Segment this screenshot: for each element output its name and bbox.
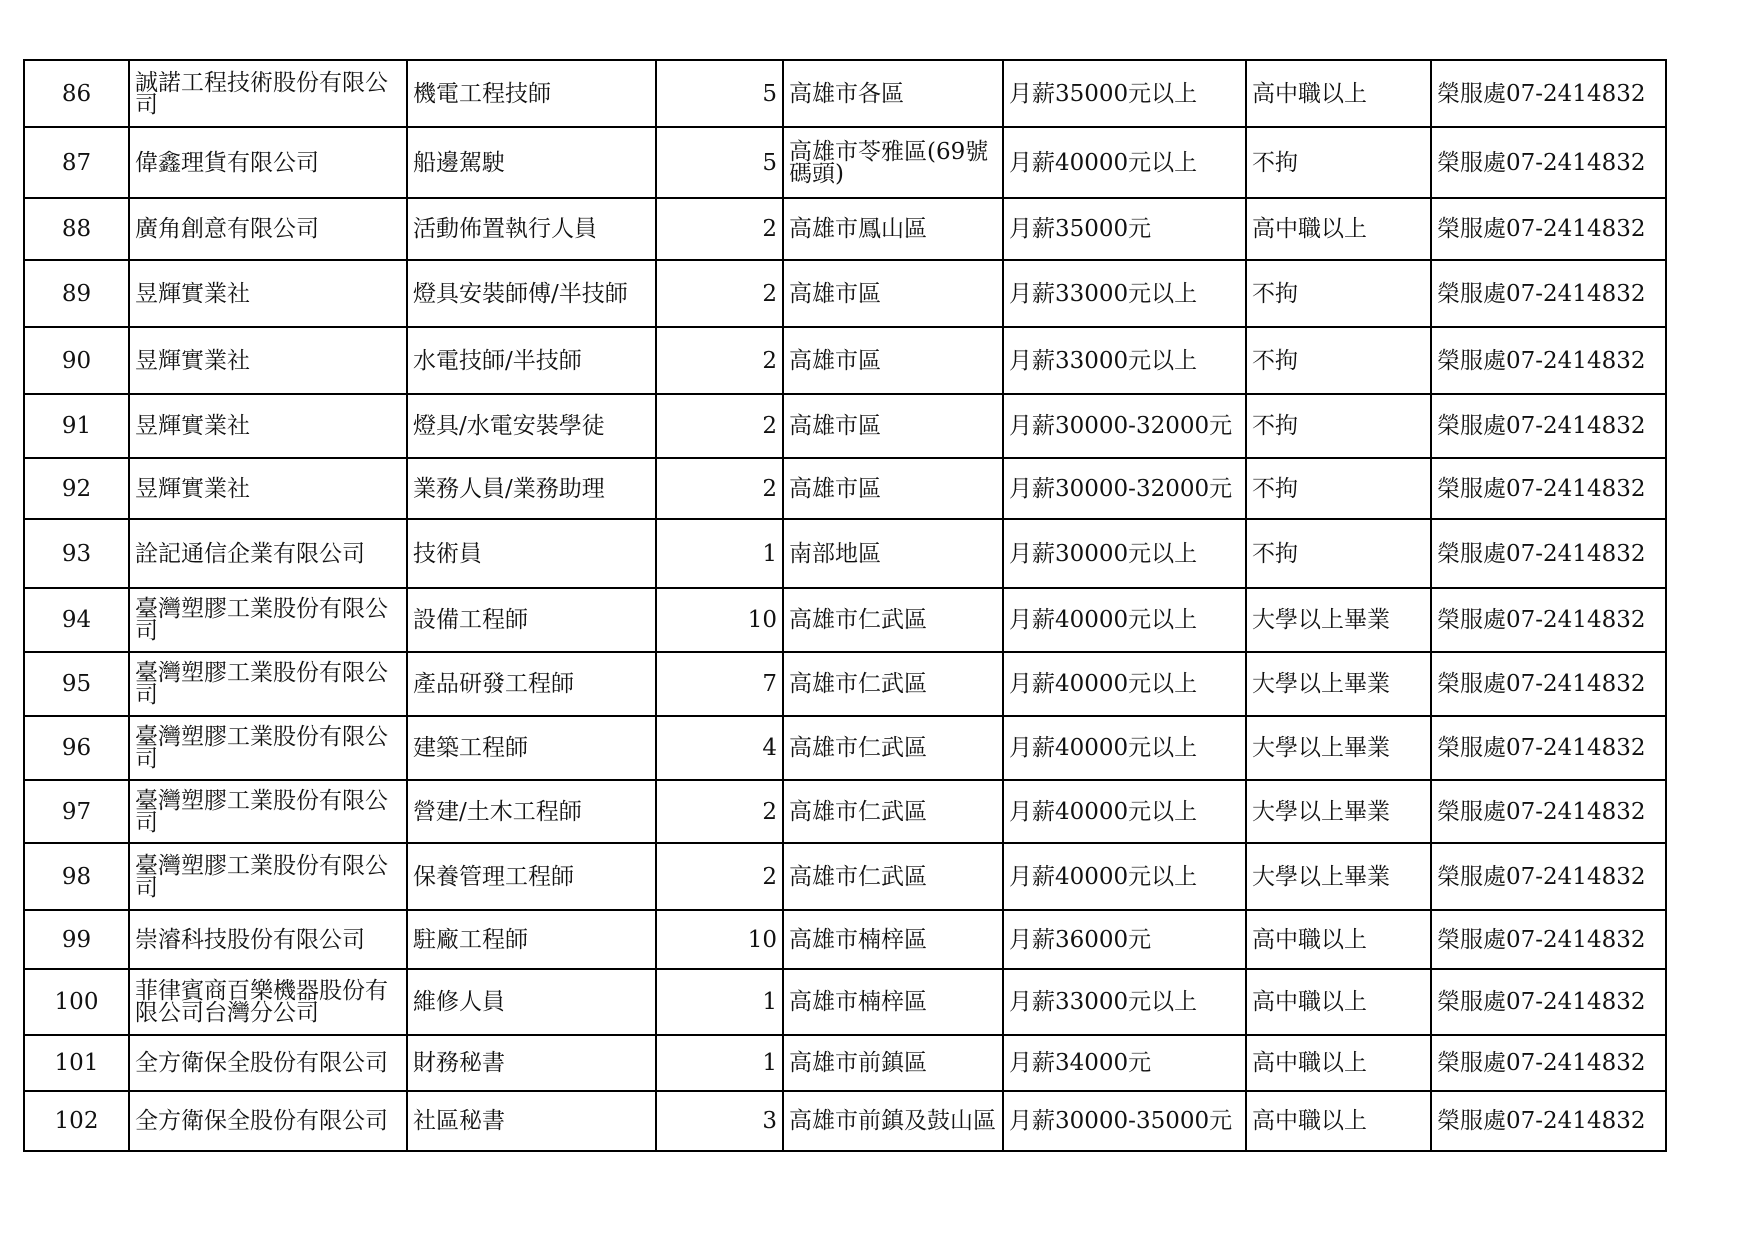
education-requirement-cell: 大學以上畢業: [1246, 652, 1431, 716]
headcount-cell: 2: [656, 458, 783, 519]
job-title-cell: 設備工程師: [407, 588, 656, 652]
table-row: [24, 198, 1666, 260]
headcount-cell: 1: [656, 1035, 783, 1091]
table-row: [24, 1091, 1666, 1151]
work-location-cell: 高雄市苓雅區(69號碼頭): [783, 127, 1003, 198]
row-number-cell: 101: [24, 1035, 129, 1091]
education-requirement-cell: 不拘: [1246, 127, 1431, 198]
job-title-cell: 產品研發工程師: [407, 652, 656, 716]
work-location-cell: 高雄市區: [783, 327, 1003, 394]
job-title-cell: 營建/土木工程師: [407, 780, 656, 843]
contact-info-cell: 榮服處07-2414832: [1431, 1035, 1666, 1091]
work-location-cell: 高雄市前鎮及鼓山區: [783, 1091, 1003, 1151]
education-requirement-cell: 不拘: [1246, 519, 1431, 588]
job-title-cell: 駐廠工程師: [407, 910, 656, 969]
contact-info-cell: 榮服處07-2414832: [1431, 519, 1666, 588]
row-number-cell: 97: [24, 780, 129, 843]
contact-info-cell: 榮服處07-2414832: [1431, 910, 1666, 969]
headcount-cell: 1: [656, 969, 783, 1035]
headcount-cell: 10: [656, 910, 783, 969]
company-name-cell: 昱輝實業社: [129, 260, 407, 327]
headcount-cell: 2: [656, 394, 783, 458]
salary-cell: 月薪35000元: [1003, 198, 1246, 260]
salary-cell: 月薪30000元以上: [1003, 519, 1246, 588]
education-requirement-cell: 大學以上畢業: [1246, 780, 1431, 843]
contact-info-cell: 榮服處07-2414832: [1431, 969, 1666, 1035]
work-location-cell: 高雄市仁武區: [783, 652, 1003, 716]
job-title-cell: 社區秘書: [407, 1091, 656, 1151]
education-requirement-cell: 高中職以上: [1246, 1035, 1431, 1091]
company-name-cell: 臺灣塑膠工業股份有限公司: [129, 716, 407, 780]
job-rows: [24, 60, 1666, 1151]
row-number-cell: 88: [24, 198, 129, 260]
headcount-cell: 2: [656, 327, 783, 394]
work-location-cell: 高雄市仁武區: [783, 843, 1003, 910]
row-number-cell: 94: [24, 588, 129, 652]
table-row: [24, 969, 1666, 1035]
education-requirement-cell: 大學以上畢業: [1246, 843, 1431, 910]
company-name-cell: 臺灣塑膠工業股份有限公司: [129, 652, 407, 716]
contact-info-cell: 榮服處07-2414832: [1431, 327, 1666, 394]
contact-info-cell: 榮服處07-2414832: [1431, 1091, 1666, 1151]
row-number-cell: 91: [24, 394, 129, 458]
job-title-cell: 技術員: [407, 519, 656, 588]
company-name-cell: 誠諾工程技術股份有限公司: [129, 60, 407, 127]
work-location-cell: 高雄市仁武區: [783, 588, 1003, 652]
education-requirement-cell: 不拘: [1246, 327, 1431, 394]
table-row: [24, 910, 1666, 969]
company-name-cell: 廣角創意有限公司: [129, 198, 407, 260]
job-title-cell: 活動佈置執行人員: [407, 198, 656, 260]
row-number-cell: 89: [24, 260, 129, 327]
work-location-cell: 高雄市楠梓區: [783, 910, 1003, 969]
job-title-cell: 燈具/水電安裝學徒: [407, 394, 656, 458]
work-location-cell: 高雄市楠梓區: [783, 969, 1003, 1035]
company-name-cell: 全方衛保全股份有限公司: [129, 1035, 407, 1091]
company-name-cell: 偉鑫理貨有限公司: [129, 127, 407, 198]
contact-info-cell: 榮服處07-2414832: [1431, 588, 1666, 652]
job-title-cell: 財務秘書: [407, 1035, 656, 1091]
headcount-cell: 5: [656, 60, 783, 127]
job-title-cell: 建築工程師: [407, 716, 656, 780]
salary-cell: 月薪33000元以上: [1003, 260, 1246, 327]
job-title-cell: 機電工程技師: [407, 60, 656, 127]
table-row: [24, 260, 1666, 327]
table-row: [24, 519, 1666, 588]
work-location-cell: 高雄市仁武區: [783, 780, 1003, 843]
contact-info-cell: 榮服處07-2414832: [1431, 198, 1666, 260]
row-number-cell: 102: [24, 1091, 129, 1151]
salary-cell: 月薪40000元以上: [1003, 588, 1246, 652]
salary-cell: 月薪40000元以上: [1003, 127, 1246, 198]
headcount-cell: 2: [656, 843, 783, 910]
headcount-cell: 1: [656, 519, 783, 588]
job-title-cell: 船邊駕駛: [407, 127, 656, 198]
work-location-cell: 南部地區: [783, 519, 1003, 588]
contact-info-cell: 榮服處07-2414832: [1431, 843, 1666, 910]
row-number-cell: 87: [24, 127, 129, 198]
row-number-cell: 93: [24, 519, 129, 588]
headcount-cell: 2: [656, 198, 783, 260]
salary-cell: 月薪30000-32000元: [1003, 394, 1246, 458]
salary-cell: 月薪33000元以上: [1003, 327, 1246, 394]
row-number-cell: 99: [24, 910, 129, 969]
headcount-cell: 5: [656, 127, 783, 198]
row-number-cell: 100: [24, 969, 129, 1035]
job-title-cell: 業務人員/業務助理: [407, 458, 656, 519]
contact-info-cell: 榮服處07-2414832: [1431, 458, 1666, 519]
job-listing-table: [23, 59, 1667, 1152]
company-name-cell: 臺灣塑膠工業股份有限公司: [129, 843, 407, 910]
headcount-cell: 10: [656, 588, 783, 652]
salary-cell: 月薪30000-35000元: [1003, 1091, 1246, 1151]
education-requirement-cell: 高中職以上: [1246, 198, 1431, 260]
salary-cell: 月薪40000元以上: [1003, 652, 1246, 716]
education-requirement-cell: 大學以上畢業: [1246, 716, 1431, 780]
headcount-cell: 4: [656, 716, 783, 780]
headcount-cell: 3: [656, 1091, 783, 1151]
company-name-cell: 菲律賓商百樂機器股份有限公司台灣分公司: [129, 969, 407, 1035]
table-row: [24, 716, 1666, 780]
table-row: [24, 780, 1666, 843]
education-requirement-cell: 大學以上畢業: [1246, 588, 1431, 652]
table-row: [24, 843, 1666, 910]
table-row: [24, 327, 1666, 394]
company-name-cell: 全方衛保全股份有限公司: [129, 1091, 407, 1151]
job-title-cell: 燈具安裝師傅/半技師: [407, 260, 656, 327]
salary-cell: 月薪40000元以上: [1003, 780, 1246, 843]
education-requirement-cell: 高中職以上: [1246, 60, 1431, 127]
row-number-cell: 98: [24, 843, 129, 910]
education-requirement-cell: 不拘: [1246, 260, 1431, 327]
table-row: [24, 652, 1666, 716]
education-requirement-cell: 高中職以上: [1246, 969, 1431, 1035]
company-name-cell: 昱輝實業社: [129, 327, 407, 394]
salary-cell: 月薪35000元以上: [1003, 60, 1246, 127]
row-number-cell: 90: [24, 327, 129, 394]
work-location-cell: 高雄市仁武區: [783, 716, 1003, 780]
salary-cell: 月薪40000元以上: [1003, 843, 1246, 910]
headcount-cell: 2: [656, 780, 783, 843]
job-title-cell: 維修人員: [407, 969, 656, 1035]
table-row: [24, 458, 1666, 519]
work-location-cell: 高雄市前鎮區: [783, 1035, 1003, 1091]
contact-info-cell: 榮服處07-2414832: [1431, 780, 1666, 843]
row-number-cell: 95: [24, 652, 129, 716]
salary-cell: 月薪34000元: [1003, 1035, 1246, 1091]
work-location-cell: 高雄市區: [783, 394, 1003, 458]
salary-cell: 月薪40000元以上: [1003, 716, 1246, 780]
work-location-cell: 高雄市區: [783, 260, 1003, 327]
salary-cell: 月薪36000元: [1003, 910, 1246, 969]
education-requirement-cell: 不拘: [1246, 458, 1431, 519]
row-number-cell: 96: [24, 716, 129, 780]
company-name-cell: 詮記通信企業有限公司: [129, 519, 407, 588]
work-location-cell: 高雄市區: [783, 458, 1003, 519]
row-number-cell: 86: [24, 60, 129, 127]
contact-info-cell: 榮服處07-2414832: [1431, 60, 1666, 127]
education-requirement-cell: 高中職以上: [1246, 910, 1431, 969]
salary-cell: 月薪33000元以上: [1003, 969, 1246, 1035]
table-row: [24, 127, 1666, 198]
table-row: [24, 588, 1666, 652]
contact-info-cell: 榮服處07-2414832: [1431, 652, 1666, 716]
contact-info-cell: 榮服處07-2414832: [1431, 127, 1666, 198]
contact-info-cell: 榮服處07-2414832: [1431, 394, 1666, 458]
company-name-cell: 臺灣塑膠工業股份有限公司: [129, 780, 407, 843]
table-row: [24, 394, 1666, 458]
company-name-cell: 崇濬科技股份有限公司: [129, 910, 407, 969]
contact-info-cell: 榮服處07-2414832: [1431, 260, 1666, 327]
table-row: [24, 1035, 1666, 1091]
headcount-cell: 2: [656, 260, 783, 327]
company-name-cell: 昱輝實業社: [129, 458, 407, 519]
row-number-cell: 92: [24, 458, 129, 519]
work-location-cell: 高雄市鳳山區: [783, 198, 1003, 260]
salary-cell: 月薪30000-32000元: [1003, 458, 1246, 519]
headcount-cell: 7: [656, 652, 783, 716]
table-row: [24, 60, 1666, 127]
company-name-cell: 昱輝實業社: [129, 394, 407, 458]
education-requirement-cell: 不拘: [1246, 394, 1431, 458]
education-requirement-cell: 高中職以上: [1246, 1091, 1431, 1151]
job-title-cell: 保養管理工程師: [407, 843, 656, 910]
work-location-cell: 高雄市各區: [783, 60, 1003, 127]
job-title-cell: 水電技師/半技師: [407, 327, 656, 394]
company-name-cell: 臺灣塑膠工業股份有限公司: [129, 588, 407, 652]
contact-info-cell: 榮服處07-2414832: [1431, 716, 1666, 780]
